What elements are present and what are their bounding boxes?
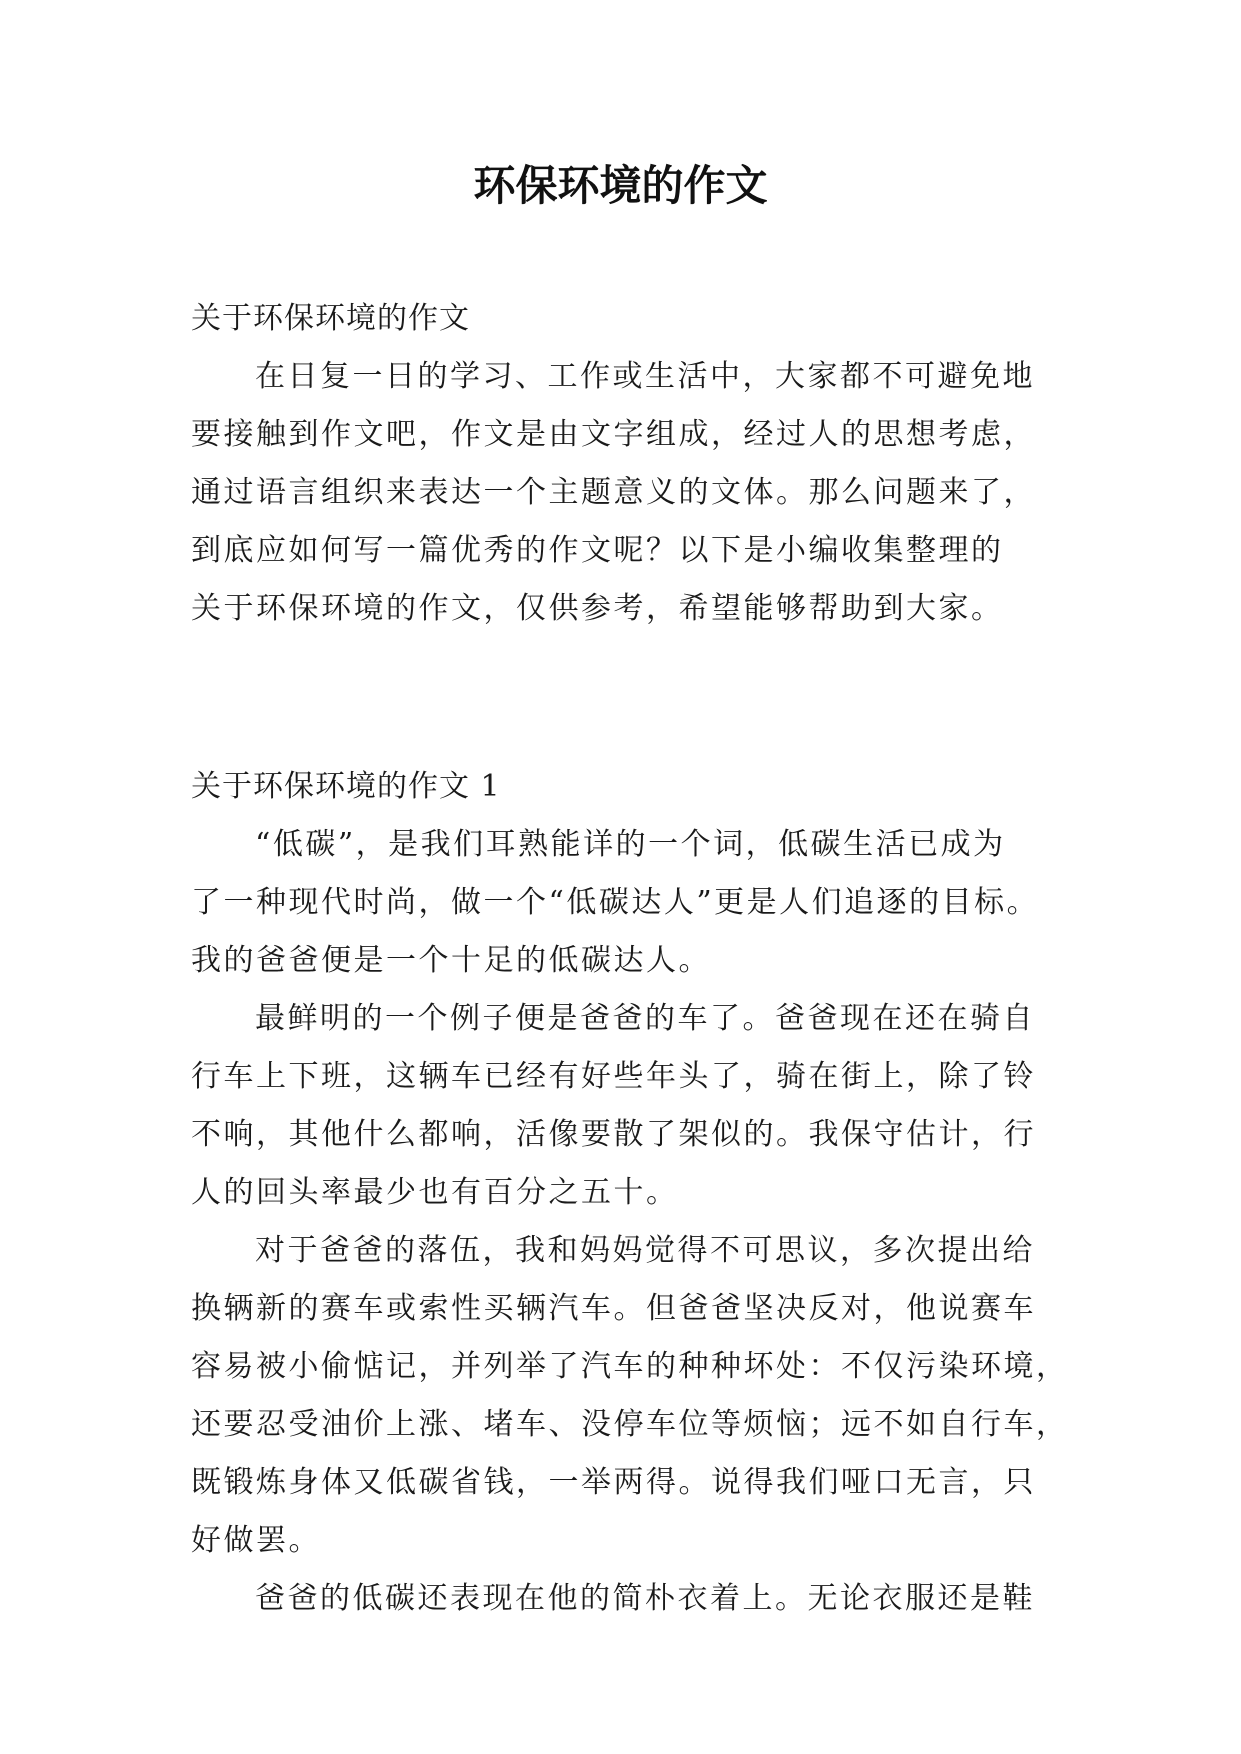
- paragraph-line: 好做罢。: [191, 1523, 321, 1558]
- paragraph-line: 行车上下班，这辆车已经有好些年头了，骑在街上，除了铃: [191, 1059, 1036, 1094]
- paragraph-line: 换辆新的赛车或索性买辆汽车。但爸爸坚决反对，他说赛车: [191, 1291, 1036, 1326]
- essay-heading: 关于环保环境的作文 1: [191, 769, 501, 804]
- section-spacer: [191, 638, 1071, 758]
- intro-line: 在日复一日的学习、工作或生活中，大家都不可避免地: [255, 359, 1035, 394]
- document-title: 环保环境的作文: [473, 161, 768, 210]
- essay-paragraph-3: [191, 1222, 1071, 1570]
- paragraph-line: “低碳”，是我们耳熟能详的一个词，低碳生活已成为: [255, 827, 1006, 862]
- paragraph-line: 人的回头率最少也有百分之五十。: [191, 1175, 679, 1210]
- intro-line: 要接触到作文吧，作文是由文字组成，经过人的思想考虑，: [191, 417, 1036, 452]
- paragraph-line: 最鲜明的一个例子便是爸爸的车了。爸爸现在还在骑自: [255, 1001, 1035, 1036]
- intro-line: 到底应如何写一篇优秀的作文呢？以下是小编收集整理的: [191, 533, 1004, 568]
- paragraph-line: 容易被小偷惦记，并列举了汽车的种种坏处：不仅污染环境，: [191, 1349, 1069, 1384]
- intro-line: 关于环保环境的作文，仅供参考，希望能够帮助到大家。: [191, 591, 1004, 626]
- paragraph-line: 我的爸爸便是一个十足的低碳达人。: [191, 943, 711, 978]
- essay-paragraph-4: [191, 1570, 1071, 1628]
- paragraph-line: 爸爸的低碳还表现在他的简朴衣着上。无论衣服还是鞋: [255, 1581, 1035, 1616]
- intro-paragraph: [191, 348, 1071, 638]
- intro-heading: 关于环保环境的作文: [191, 301, 470, 336]
- paragraph-line: 既锻炼身体又低碳省钱，一举两得。说得我们哑口无言，只: [191, 1465, 1036, 1500]
- paragraph-line: 不响，其他什么都响，活像要散了架似的。我保守估计，行: [191, 1117, 1036, 1152]
- paragraph-line: 还要忍受油价上涨、堵车、没停车位等烦恼；远不如自行车，: [191, 1407, 1069, 1442]
- essay-paragraph-2: [191, 990, 1071, 1222]
- essay-paragraph-1: [191, 816, 1071, 990]
- paragraph-line: 了一种现代时尚，做一个“低碳达人”更是人们追逐的目标。: [191, 885, 1040, 920]
- intro-line: 通过语言组织来表达一个主题意义的文体。那么问题来了，: [191, 475, 1036, 510]
- document-body: [191, 290, 1071, 1628]
- paragraph-line: 对于爸爸的落伍，我和妈妈觉得不可思议，多次提出给: [255, 1233, 1035, 1268]
